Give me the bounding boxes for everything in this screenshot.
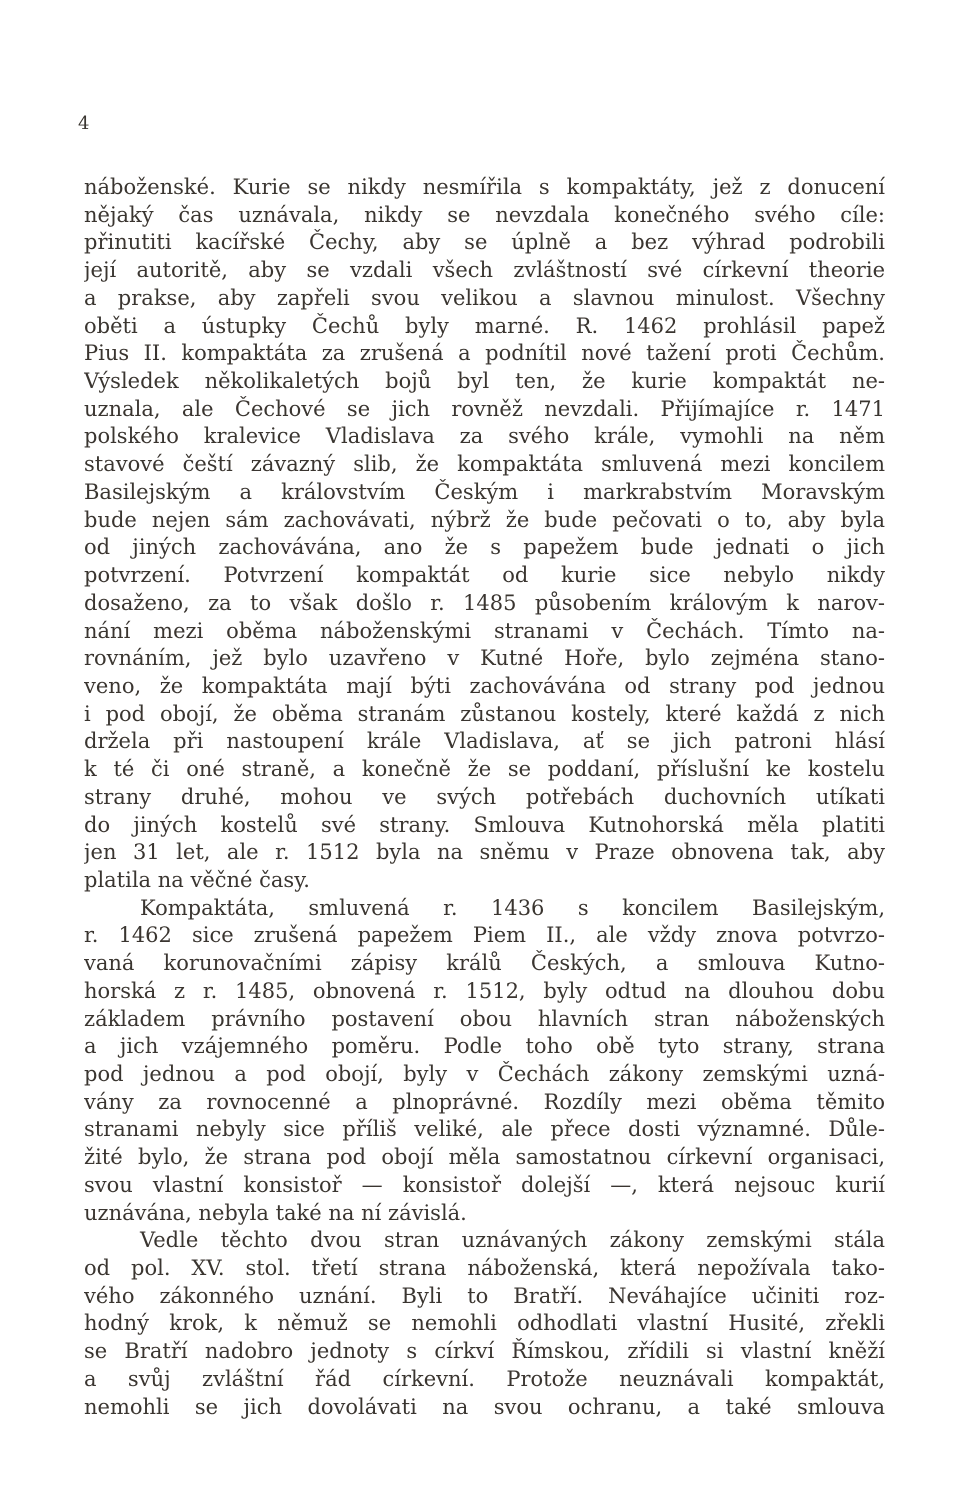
text-line: dosaženo, za to však došlo r. 1485 působením královým k narov- <box>84 590 885 615</box>
text-line: jen 31 let, ale r. 1512 byla na sněmu v Praze obnovena tak, aby <box>84 840 885 865</box>
text-line: do jiných kostelů své strany. Smlouva Kutnohorská měla platiti <box>84 812 885 837</box>
text-line: nání mezi oběma náboženskými stranami v Čechách. Tímto na- <box>84 618 885 643</box>
text-line: od jiných zachovávána, ano že s papežem bude jednati o jich <box>84 535 885 560</box>
text-line: a jich vzájemného poměru. Podle toho obě tyto strany, strana <box>84 1034 885 1059</box>
text-line: Výsledek několikaletých bojů byl ten, že kurie kompaktát ne- <box>84 369 885 394</box>
text-line: pod jednou a pod obojí, byly v Čechách zákony zemskými uzná- <box>84 1062 885 1086</box>
text-line: vaná korunovačními zápisy králů Českých, a smlouva Kutno- <box>84 951 885 976</box>
text-line: Vedle těchto dvou stran uznávaných zákony zemskými stála <box>140 1228 885 1253</box>
text-line: horská z r. 1485, obnovená r. 1512, byly odtud na dlouhou dobu <box>84 978 885 1003</box>
text-line: nemohli se jich dovolávati na svou ochranu, a také smlouva <box>84 1394 885 1419</box>
text-line: i pod obojí, že oběma stranám zůstanou kostely, které každá z nich <box>84 701 885 726</box>
text-line: Pius II. kompaktáta za zrušená a podnítil nové tažení proti Čechům. <box>84 341 885 366</box>
text-line: Kompaktáta, smluvená r. 1436 s koncilem Basilejským, <box>140 895 885 920</box>
text-line: k té či oné straně, a konečně že se poddaní, příslušní ke kostelu <box>84 757 885 782</box>
text-line: hodný krok, k němuž se nemohli odhodlati vlastní Husité, zřekli <box>84 1311 885 1336</box>
text-line: uznávána, nebyla také na ní závislá. <box>84 1200 467 1225</box>
text-line: držela při nastoupení krále Vladislava, ať se jich patroni hlásí <box>84 729 885 754</box>
text-line: náboženské. Kurie se nikdy nesmířila s kompaktáty, jež z donucení <box>84 175 885 199</box>
text-line: a svůj zvláštní řád církevní. Protože neuznávali kompaktát, <box>84 1366 885 1391</box>
text-line: a prakse, aby zapřeli svou velikou a slavnou minulost. Všechny <box>84 285 885 310</box>
text-line: oběti a ústupky Čechů byly marné. R. 1462 prohlásil papež <box>84 313 885 338</box>
text-line: vány za rovnocenné a plnoprávné. Rozdíly mezi oběma těmito <box>84 1089 885 1114</box>
text-line: její autoritě, aby se vzdali všech zvláštností své církevní theorie <box>84 258 885 283</box>
text-line: základem právního postavení obou hlavních stran náboženských <box>84 1006 885 1031</box>
text-line: svou vlastní konsistoř — konsistoř dolejší —, která nejsouc kurií <box>84 1172 885 1197</box>
text-line: platila na věčné časy. <box>84 867 310 892</box>
text-line: r. 1462 sice zrušená papežem Piem II., ale vždy znova potvrzo- <box>84 923 885 948</box>
text-line: uznala, ale Čechové se jich rovněž nevzdali. Přijímajíce r. 1471 <box>84 396 885 421</box>
text-line: bude nejen sám zachovávati, nýbrž že bude pečovati o to, aby byla <box>84 507 885 532</box>
body-text <box>84 174 885 1421</box>
text-line: veno, že kompaktáta mají býti zachovávána od strany pod jednou <box>84 673 885 698</box>
text-line: Basilejským a královstvím Českým i markrabstvím Moravským <box>84 479 885 504</box>
text-line: se Bratří nadobro jednoty s církví Římskou, zřídili si vlastní kněží <box>84 1339 885 1364</box>
text-line: stavové čeští závazný slib, že kompaktáta smluvená mezi koncilem <box>84 452 885 477</box>
text-line: rovnáním, jež bylo uzavřeno v Kutné Hoře, bylo zejména stano- <box>84 646 885 671</box>
text-line: stranami nebyly sice příliš veliké, ale přece dosti významné. Důle- <box>84 1117 885 1142</box>
text-line: polského kralevice Vladislava za svého krále, vymohli na něm <box>84 424 885 449</box>
text-line: vého zákonného uznání. Byli to Bratří. Neváhajíce učiniti roz- <box>84 1283 885 1308</box>
text-line: strany druhé, mohou ve svých potřebách duchovních utíkati <box>84 784 885 809</box>
page-number: 4 <box>78 113 90 134</box>
text-line: přinutiti kacířské Čechy, aby se úplně a bez výhrad podrobili <box>84 230 885 255</box>
text-line: od pol. XV. stol. třetí strana náboženská, která nepožívala tako- <box>84 1256 885 1281</box>
text-line: žité bylo, že strana pod obojí měla samostatnou církevní organisaci, <box>84 1145 885 1170</box>
text-line: potvrzení. Potvrzení kompaktát od kurie sice nebylo nikdy <box>84 563 885 588</box>
text-line: nějaký čas uznávala, nikdy se nevzdala konečného svého cíle: <box>84 202 885 227</box>
